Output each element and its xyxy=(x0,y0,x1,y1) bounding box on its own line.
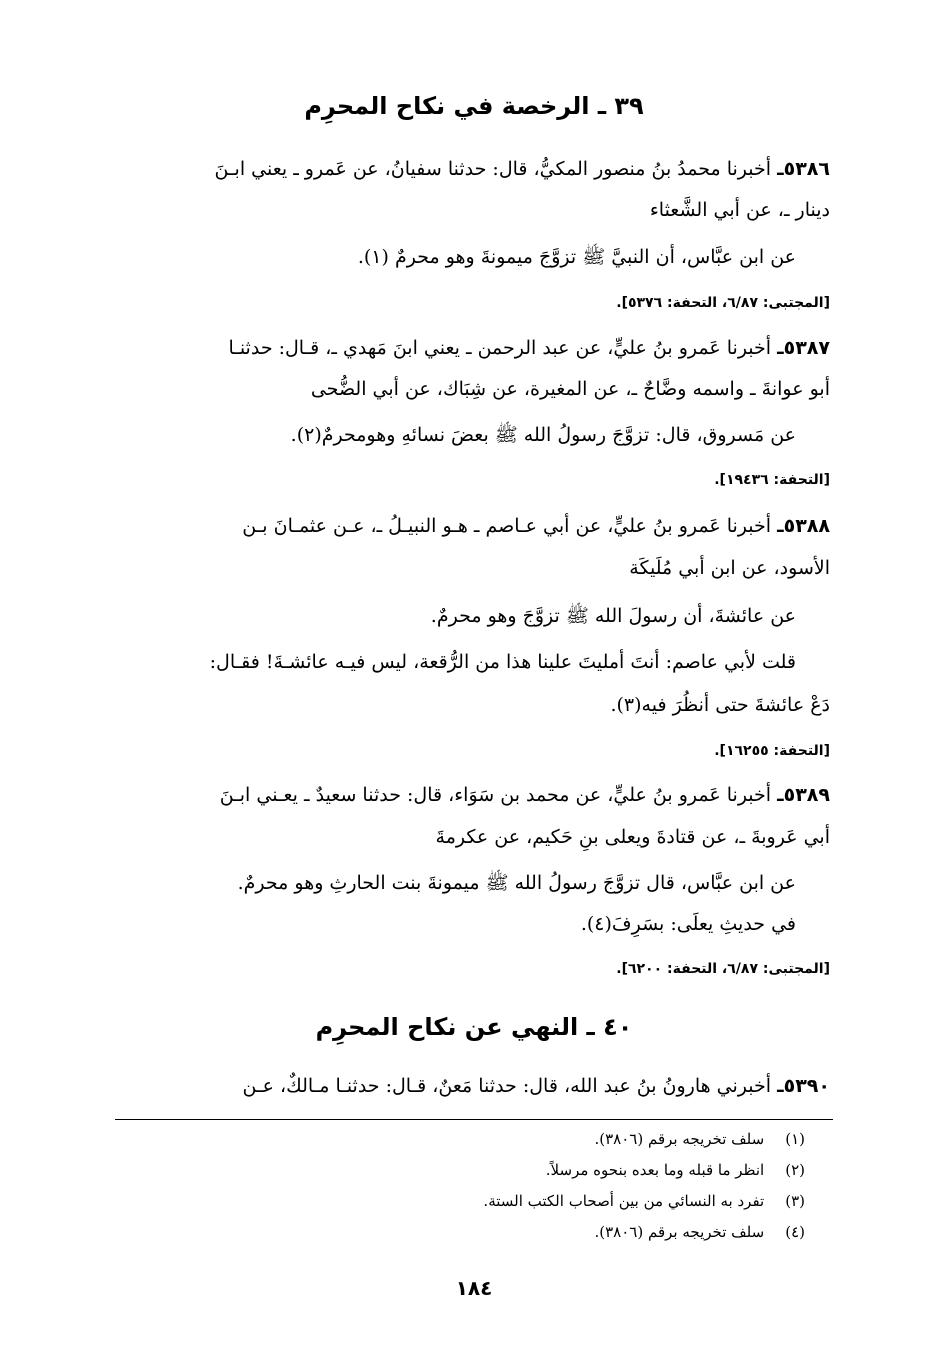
hadith-5386-isnad-line2: دينار ـ، عن أبي الشَّعثاء xyxy=(649,199,830,221)
footnote-2 xyxy=(546,1161,805,1179)
footnote-1 xyxy=(595,1130,806,1148)
footnote-text: تفرد به النسائي من بين أصحاب الكتب الستة. xyxy=(483,1192,765,1210)
hadith-number: ٥٣٨٨ـ xyxy=(777,515,830,537)
footnote-divider xyxy=(115,1119,833,1120)
hadith-5388-isnad-line2: الأسود، عن ابن أبي مُلَيكَة xyxy=(629,557,830,579)
isnad-text: أخبرنا عَمرو بنُ عليٍّ، عن عبد الرحمن ـ يعني ابنَ مَهدي ـ، قـال: حدثنـا xyxy=(228,337,772,359)
hadith-5386-isnad-line1 xyxy=(115,158,830,181)
hadith-5386-matn: عن ابن عبَّاس، أن النبيَّ ﷺ تزوَّجَ ميمونةَ وهو محرمٌ (١). xyxy=(357,246,796,268)
page-number: ١٨٤ xyxy=(455,1276,493,1300)
hadith-5387-matn: عن مَسروق، قال: تزوَّجَ رسولُ الله ﷺ بعضَ نسائهِ وهومحرمٌ(٢). xyxy=(290,424,796,446)
hadith-5387-isnad-line1 xyxy=(115,337,830,360)
footnote-number: (٢) xyxy=(785,1161,805,1179)
hadith-5388-isnad-line1 xyxy=(115,515,830,538)
isnad-text: أخبرنا عَمرو بنُ عليٍّ، عن محمد بن سَوَاء، قال: حدثنا سعيدٌ ـ يعـني ابـنَ xyxy=(219,784,772,806)
hadith-5386-ref: [المجتبى: ٦/٨٧، التحفة: ٥٣٧٦]. xyxy=(616,295,830,311)
hadith-number: ٥٣٨٩ـ xyxy=(777,784,830,806)
hadith-5387-ref: [التحفة: ١٩٤٣٦]. xyxy=(714,472,830,488)
hadith-5388-note-line2: دَعْ عائشةَ حتى أنظُرَ فيه(٣). xyxy=(610,694,830,716)
footnote-3 xyxy=(483,1192,805,1210)
hadith-5388-ref: [التحفة: ١٦٢٥٥]. xyxy=(714,743,830,759)
hadith-5389-ref: [المجتبى: ٦/٨٧، التحفة: ٦٢٠٠]. xyxy=(616,961,830,977)
isnad-text: أخبرنا محمدُ بنُ منصور المكيُّ، قال: حدثنا سفيانُ، عن عَمرو ـ يعني ابـنَ xyxy=(214,158,772,180)
hadith-5389-isnad-line2: أبي عَروبةَ ـ، عن قتادةَ ويعلى بنِ حَكيم، عن عكرمةَ xyxy=(435,826,830,848)
hadith-5388-matn: عن عائشةَ، أن رسولَ الله ﷺ تزوَّجَ وهو محرمٌ. xyxy=(430,605,796,627)
hadith-number: ٥٣٩٠ـ xyxy=(777,1075,830,1097)
footnote-4 xyxy=(595,1223,806,1241)
hadith-5388-note-line1: قلت لأبي عاصم: أنتَ أمليتَ علينا هذا من الرُّقعة، ليس فيـه عائشـةَ! فقـال: xyxy=(209,651,796,673)
hadith-5390-isnad-line1 xyxy=(115,1075,830,1098)
hadith-5389-matn: عن ابن عبَّاس، قال تزوَّجَ رسولُ الله ﷺ ميمونةَ بنت الحارثِ وهو محرمٌ. xyxy=(237,872,796,894)
isnad-text: أخبرني هارونُ بنُ عبد الله، قال: حدثنا مَعنٌ، قـال: حدثنـا مـالكٌ، عـن xyxy=(242,1075,772,1097)
footnote-number: (٣) xyxy=(785,1192,805,1210)
chapter-title: ٤٠ ـ النهي عن نكاح المحرِم xyxy=(315,1013,633,1041)
footnote-number: (١) xyxy=(785,1130,805,1148)
hadith-number: ٥٣٨٦ـ xyxy=(777,158,830,180)
footnote-number: (٤) xyxy=(785,1223,805,1241)
hadith-5389-isnad-line1 xyxy=(115,784,830,807)
hadith-number: ٥٣٨٧ـ xyxy=(777,337,830,359)
footnote-text: انظر ما قبله وما بعده بنحوه مرسلاً. xyxy=(545,1161,765,1179)
chapter-title: ٣٩ ـ الرخصة في نكاح المحرِم xyxy=(304,92,644,120)
isnad-text: أخبرنا عَمرو بنُ عليٍّ، عن أبي عـاصم ـ هـو النبيـلُ ـ، عـن عثمـانَ بـن xyxy=(242,515,772,537)
footnote-text: سلف تخريجه برقم (٣٨٠٦). xyxy=(594,1130,765,1148)
hadith-5387-isnad-line2: أبو عوانةَ ـ واسمه وضَّاحٌ ـ، عن المغيرة، عن شِبَاك، عن أبي الضُّحى xyxy=(310,378,830,400)
footnote-text: سلف تخريجه برقم (٣٨٠٦). xyxy=(594,1223,765,1241)
hadith-5389-note: في حديثِ يعلَى: بسَرِفَ(٤). xyxy=(580,913,796,935)
